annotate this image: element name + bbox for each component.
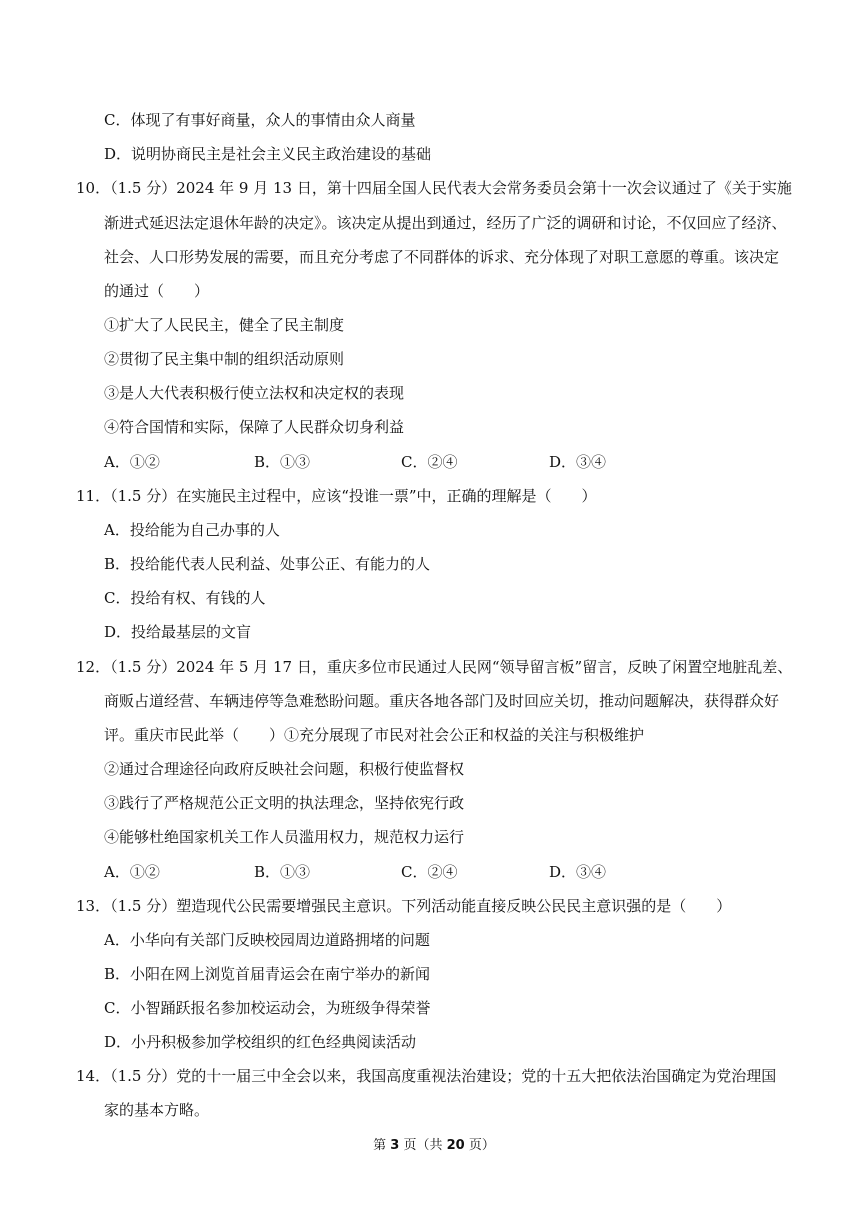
page-footer <box>0 1137 868 1155</box>
q10-choice-b: B．①③ <box>254 453 311 471</box>
q13-stem: 13．（1.5 分）塑造现代公民需要增强民主意识。下列活动能直接反映公民民主意识强的是（ ） <box>76 897 732 915</box>
q13-option-c: C．小智踊跃报名参加校运动会，为班级争得荣誉 <box>104 999 431 1017</box>
q10-statement-2: ②贯彻了民主集中制的组织活动原则 <box>104 350 345 368</box>
q10-statement-1: ①扩大了人民民主，健全了民主制度 <box>104 316 345 334</box>
q12-choice-d: D．③④ <box>549 863 607 881</box>
q10-choice-c: C．②④ <box>401 453 458 471</box>
total-page-count: 20 <box>446 1138 465 1153</box>
q12-choice-a: A．①② <box>104 863 160 881</box>
q12-choice-b: B．①③ <box>254 863 311 881</box>
q9-option-c: C．体现了有事好商量，众人的事情由众人商量 <box>104 111 416 129</box>
q12-choice-c: C．②④ <box>401 863 458 881</box>
q14-stem-line-2: 家的基本方略。 <box>104 1101 210 1119</box>
footer-middle: 页（共 <box>399 1138 447 1153</box>
footer-prefix: 第 <box>373 1138 391 1153</box>
q12-choices <box>104 862 744 882</box>
q11-option-b: B．投给能代表人民利益、处事公正、有能力的人 <box>104 555 431 573</box>
q10-choices <box>104 452 744 472</box>
q12-statement-4: ④能够杜绝国家机关工作人员滥用权力，规范权力运行 <box>104 828 465 846</box>
q9-option-d: D．说明协商民主是社会主义民主政治建设的基础 <box>104 145 432 163</box>
q10-statement-4: ④符合国情和实际，保障了人民群众切身利益 <box>104 418 405 436</box>
q10-stem-line-2: 渐进式延迟法定退休年龄的决定》。该决定从提出到通过，经历了广泛的调研和讨论，不仅回应了经济、 <box>104 214 787 232</box>
q12-statement-2: ②通过合理途径向政府反映社会问题，积极行使监督权 <box>104 760 465 778</box>
q13-option-d: D．小丹积极参加学校组织的红色经典阅读活动 <box>104 1033 417 1051</box>
q11-option-d: D．投给最基层的文盲 <box>104 623 252 641</box>
current-page-number: 3 <box>390 1138 400 1153</box>
q14-stem-line-1: 14．（1.5 分）党的十一届三中全会以来，我国高度重视法治建设；党的十五大把依法治国确定为党治理国 <box>76 1067 777 1085</box>
q12-stem-line-3: 评。重庆市民此举（ ）①充分展现了市民对社会公正和权益的关注与积极维护 <box>104 726 645 744</box>
q12-stem-line-2: 商贩占道经营、车辆违停等急难愁盼问题。重庆各地各部门及时回应关切，推动问题解决，获得群众好 <box>104 692 780 710</box>
q12-stem-line-1: 12．（1.5 分）2024 年 5 月 17 日，重庆多位市民通过人民网“领导留言板”留言，反映了闲置空地脏乱差、 <box>76 658 793 676</box>
q13-option-a: A．小华向有关部门反映校园周边道路拥堵的问题 <box>104 931 430 949</box>
footer-suffix: 页） <box>464 1138 495 1153</box>
q10-choice-a: A．①② <box>104 453 160 471</box>
q13-option-b: B．小阳在网上浏览首届青运会在南宁举办的新闻 <box>104 965 431 983</box>
q10-statement-3: ③是人大代表积极行使立法权和决定权的表现 <box>104 384 405 402</box>
q10-stem-line-4: 的通过（ ） <box>104 282 210 300</box>
q11-option-c: C．投给有权、有钱的人 <box>104 589 266 607</box>
q10-choice-d: D．③④ <box>549 453 607 471</box>
q10-stem-line-3: 社会、人口形势发展的需要，而且充分考虑了不同群体的诉求、充分体现了对职工意愿的尊重。该决定 <box>104 248 780 266</box>
q11-option-a: A．投给能为自己办事的人 <box>104 521 280 539</box>
q11-stem: 11．（1.5 分）在实施民主过程中，应该“投谁一票”中，正确的理解是（ ） <box>76 487 597 505</box>
q12-statement-3: ③践行了严格规范公正文明的执法理念，坚持依宪行政 <box>104 794 465 812</box>
q10-stem-line-1: 10．（1.5 分）2024 年 9 月 13 日，第十四届全国人民代表大会常务委员会第十一次会议通过了《关于实施 <box>76 179 792 197</box>
